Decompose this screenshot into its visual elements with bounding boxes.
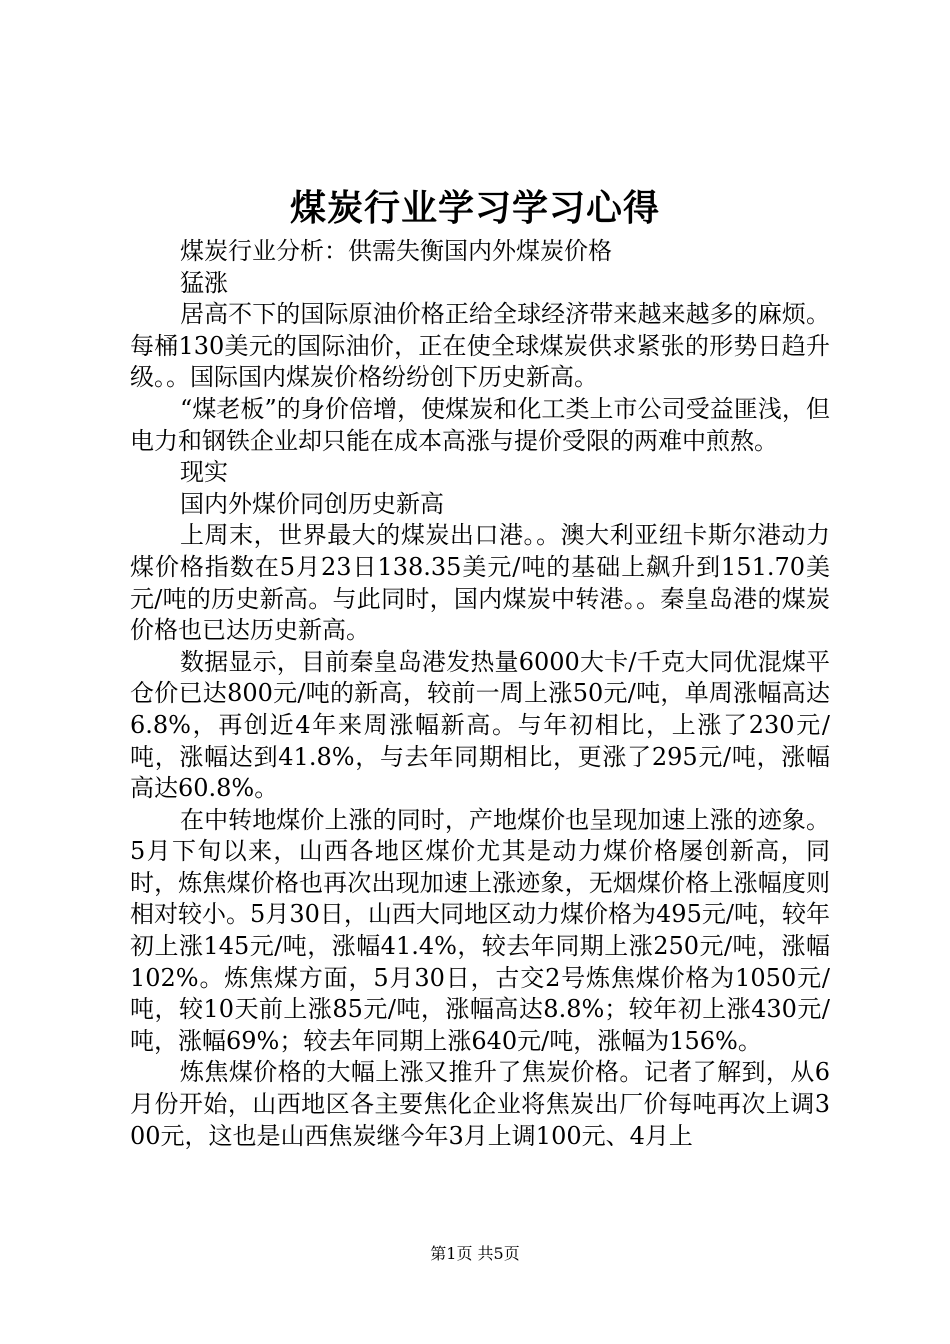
- page-footer: 第1页 共5页: [430, 1244, 520, 1263]
- paragraph-10: 炼焦煤价格的大幅上涨又推升了焦炭价格。记者了解到，从6月份开始，山西地区各主要焦化企业将焦炭出厂价每吨再次上调300元，这也是山西焦炭继今年3月上调100元、4月上: [130, 1058, 830, 1150]
- paragraph-1: 煤炭行业分析：供需失衡国内外煤炭价格: [180, 237, 612, 265]
- document-title: 煤炭行业学习学习心得: [289, 187, 660, 229]
- paragraph-2: 猛涨: [180, 268, 228, 297]
- paragraph-8: 数据显示，目前秦皇岛港发热量6000大卡/千克大同优混煤平仓价已达800元/吨的新高，较前一周上涨50元/吨，单周涨幅高达6.8%，再创近4年来周涨幅新高。与年初相比，上涨了230元/吨，涨幅达到41.8%，与去年同期相比，更涨了295元/吨，涨幅高达60.8%。: [130, 647, 830, 803]
- paragraph-5: 现实: [180, 458, 228, 487]
- paragraph-6: 国内外煤价同创历史新高: [180, 489, 444, 518]
- document-body: [130, 236, 830, 1152]
- paragraph-7: 上周末，世界最大的煤炭出口港。。澳大利亚纽卡斯尔港动力煤价格指数在5月23日138.35美元/吨的基础上飙升到151.70美元/吨的历史新高。与此同时，国内煤炭中转港。。秦皇岛港的煤炭价格也已达历史新高。: [130, 521, 830, 645]
- paragraph-9: 在中转地煤价上涨的同时，产地煤价也呈现加速上涨的迹象。5月下旬以来，山西各地区煤价尤其是动力煤价格屡创新高，同时，炼焦煤价格也再次出现加速上涨迹象，无烟煤价格上涨幅度则相对较小。5月30日，山西大同地区动力煤价格为495元/吨，较年初上涨145元/吨，涨幅41.4%，较去年同期上涨250元/吨，涨幅102%。炼焦煤方面，5月30日，古交2号炼焦煤价格为1050元/吨，较10天前上涨85元/吨，涨幅高达8.8%；较年初上涨430元/吨，涨幅69%；较去年同期上涨640元/吨，涨幅为156%。: [130, 805, 830, 1055]
- paragraph-3: 居高不下的国际原油价格正给全球经济带来越来越多的麻烦。每桶130美元的国际油价，正在使全球煤炭供求紧张的形势日趋升级。。国际国内煤炭价格纷纷创下历史新高。: [130, 300, 830, 392]
- paragraph-4: “煤老板”的身价倍增，使煤炭和化工类上市公司受益匪浅，但电力和钢铁企业却只能在成本高涨与提价受限的两难中煎熬。: [130, 394, 830, 455]
